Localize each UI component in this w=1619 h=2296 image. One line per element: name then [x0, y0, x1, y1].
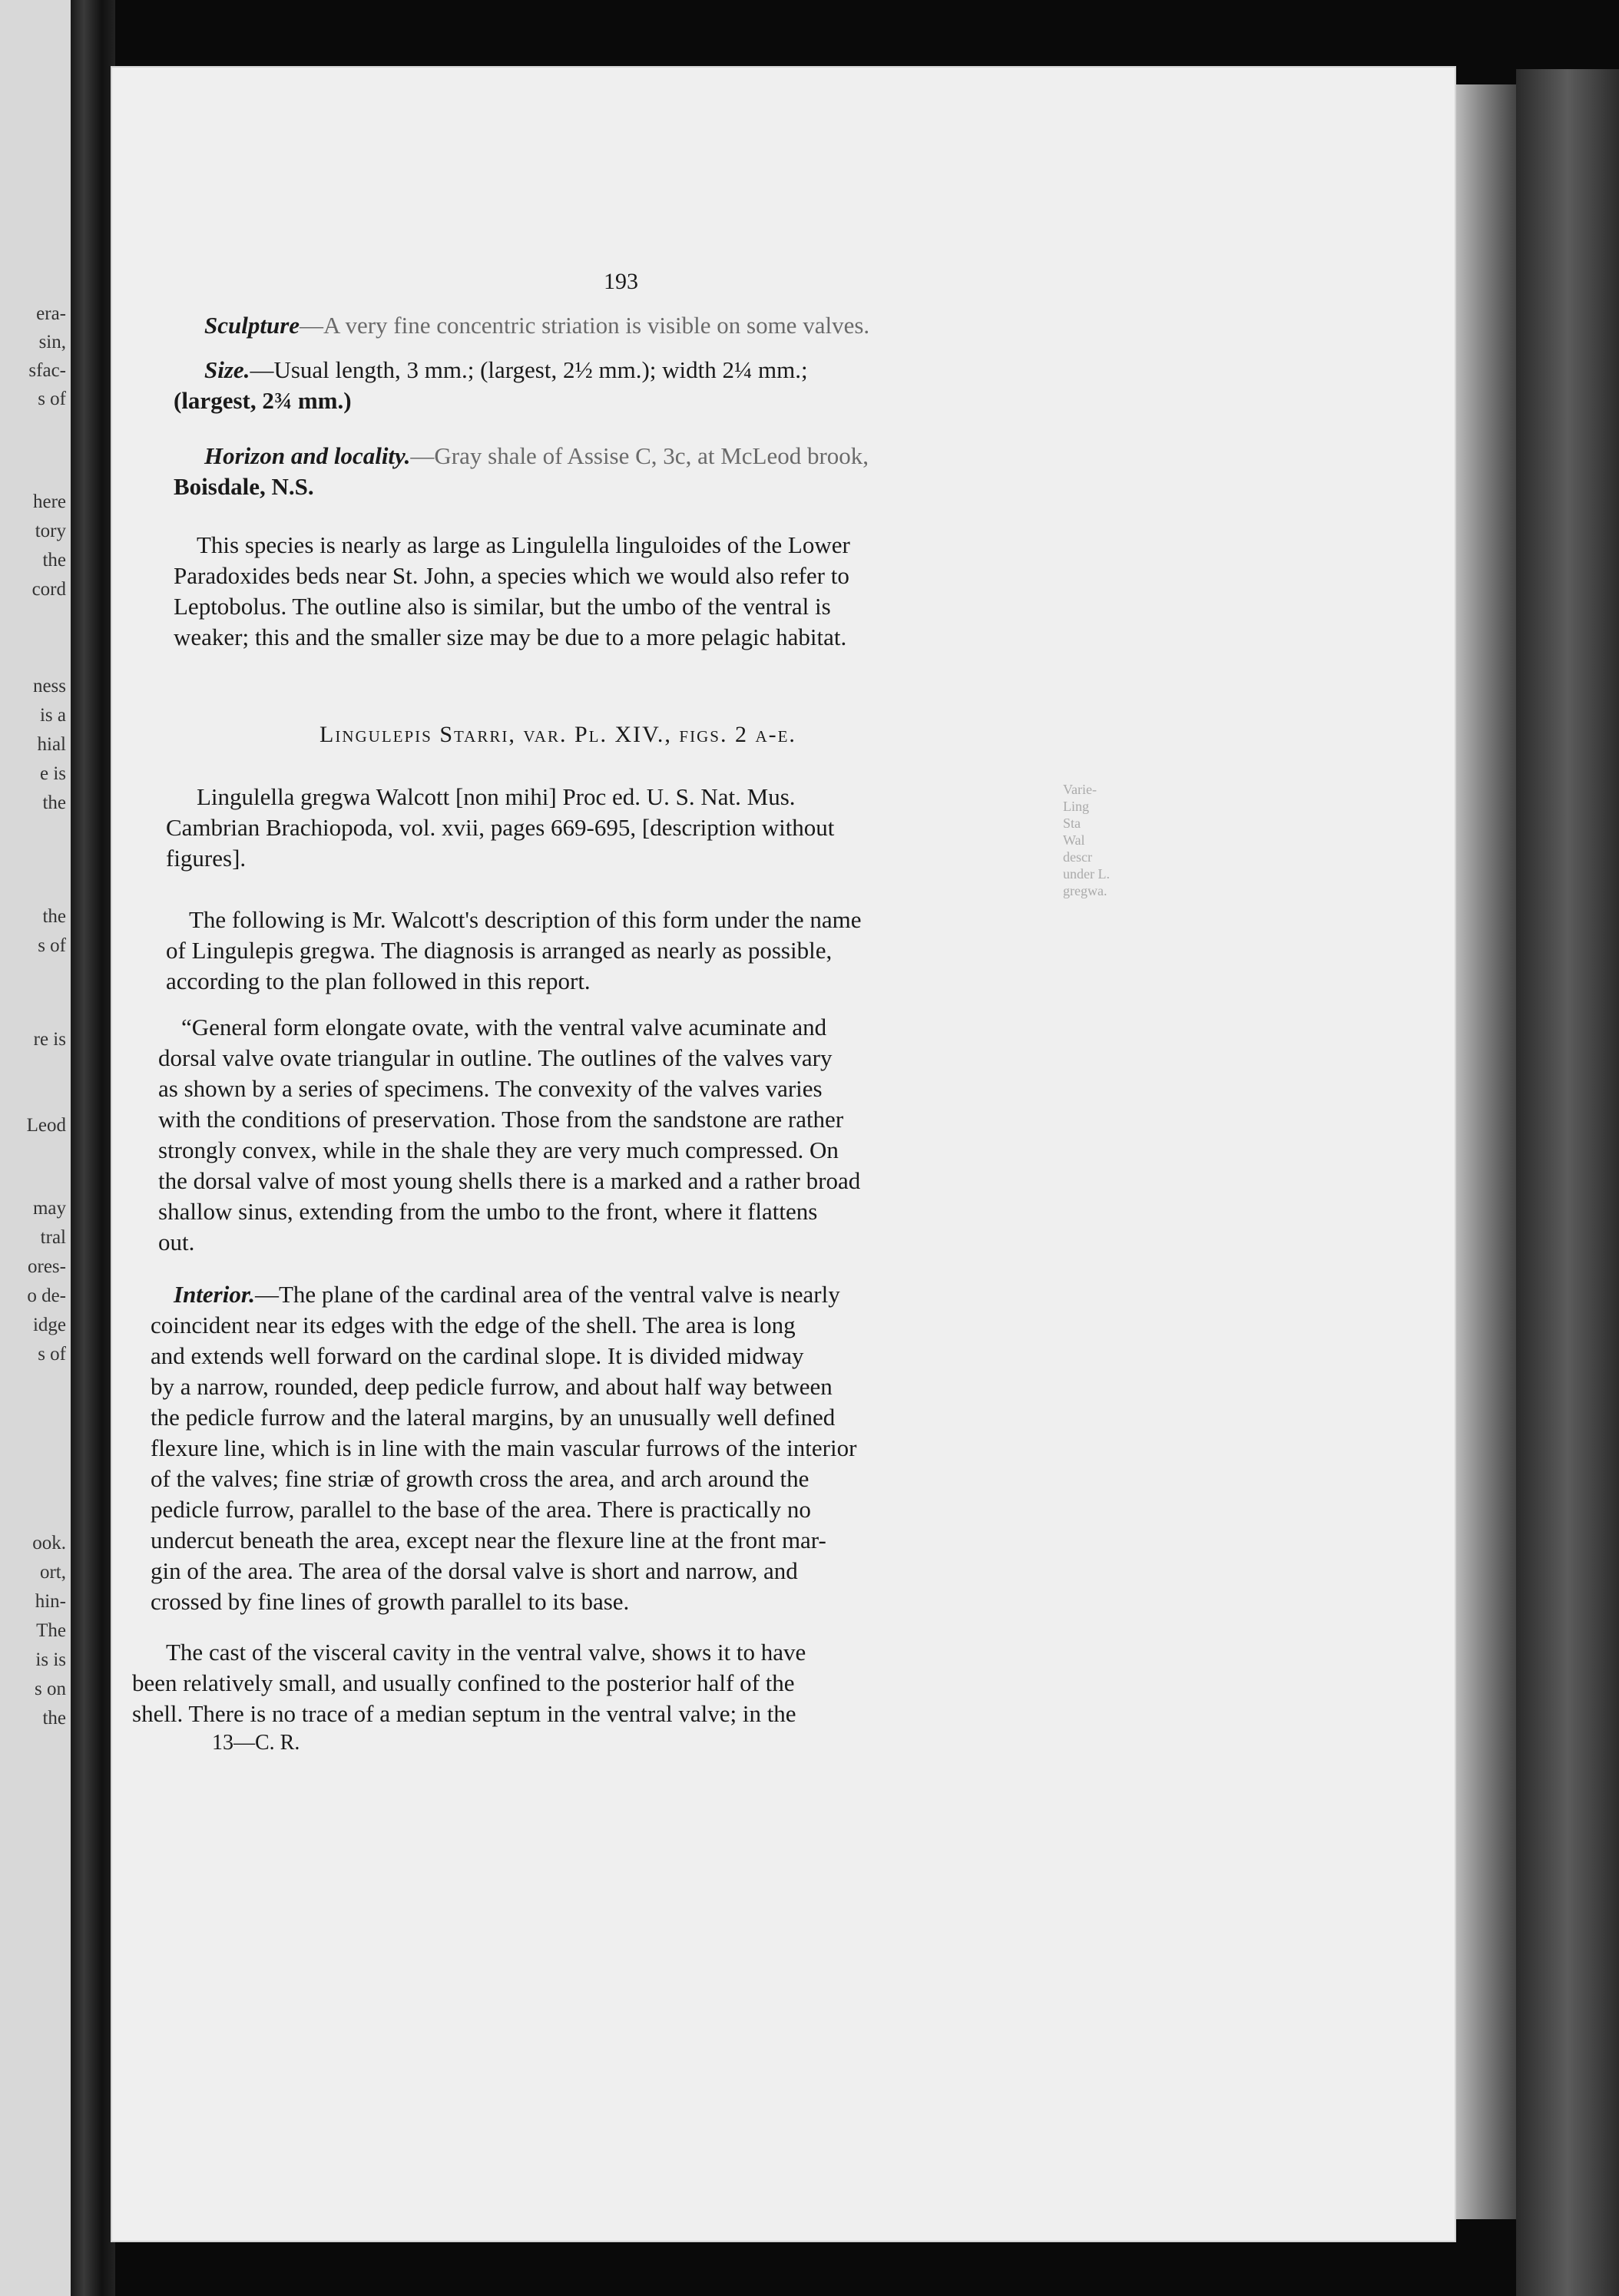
left-fragment: the [42, 550, 66, 571]
paragraph-line: Leptobolus. The outline also is similar, but the umbo of the ventral is [174, 593, 831, 620]
left-fragment: ness [32, 676, 66, 696]
left-fragment: idge [32, 1315, 66, 1335]
left-fragment: hin- [35, 1591, 66, 1612]
left-fragment: may [32, 1198, 66, 1219]
paragraph-line: strongly convex, while in the shale they are very much compressed. On [158, 1136, 839, 1163]
margin-note-line: Ling [1063, 799, 1089, 814]
left-fragment: the [42, 906, 66, 927]
horizon-heading: Horizon and locality. [204, 442, 411, 469]
left-fragment: s of [38, 935, 66, 956]
section-heading: Lingulepis Starri, var. Pl. XIV., figs. 2 a-e. [319, 722, 796, 747]
left-fragment: The [36, 1620, 66, 1641]
paragraph-line: coincident near its edges with the edge of the shell. The area is long [151, 1312, 796, 1338]
synonymy-line: Lingulella gregwa Walcott [non mihi] Proc ed. U. S. Nat. Mus. [197, 783, 796, 810]
interior-heading: Interior. [174, 1281, 255, 1308]
left-fragment: ores- [28, 1256, 66, 1277]
margin-note-line: descr [1063, 849, 1092, 865]
margin-note-line: Varie- [1063, 782, 1097, 797]
horizon-line [204, 442, 869, 470]
left-fragment: s on [35, 1679, 66, 1699]
margin-note-line: Wal [1063, 832, 1085, 848]
left-fragment: ort, [39, 1562, 66, 1583]
left-fragment: ook. [32, 1533, 66, 1553]
left-fragment: hial [37, 734, 66, 755]
margin-note-line: gregwa. [1063, 883, 1107, 898]
sculpture-heading: Sculpture [204, 312, 300, 339]
paragraph-line: and extends well forward on the cardinal slope. It is divided midway [151, 1342, 804, 1369]
paragraph-line: Paradoxides beds near St. John, a species which we would also refer to [174, 562, 849, 589]
size-heading: Size. [204, 356, 250, 383]
left-fragment: e is [39, 763, 66, 784]
paragraph-line: out. [158, 1229, 195, 1256]
paragraph-line: weaker; this and the smaller size may be due to a more pelagic habitat. [174, 624, 847, 650]
paragraph-line: The following is Mr. Walcott's description of this form under the name [189, 906, 862, 933]
left-fragment: sin, [38, 332, 66, 352]
synonymy-line: Cambrian Brachiopoda, vol. xvii, pages 669-695, [description without [166, 814, 835, 841]
sculpture-line [204, 312, 869, 339]
paragraph-line: gin of the area. The area of the dorsal valve is short and narrow, and [151, 1557, 798, 1584]
size-line-2: (largest, 2¾ mm.) [174, 387, 352, 414]
left-fragment: is a [39, 705, 66, 726]
interior-text: —The plane of the cardinal area of the ventral valve is nearly [254, 1281, 840, 1308]
page-number: 193 [604, 269, 638, 294]
paragraph-line: of the valves; fine striæ of growth cross the area, and arch around the [151, 1465, 810, 1492]
book-page [112, 68, 1455, 2241]
left-fragment: tral [40, 1227, 66, 1248]
horizon-text: —Gray shale of Assise C, 3c, at McLeod brook, [410, 442, 869, 469]
paragraph-line: The cast of the visceral cavity in the ventral valve, shows it to have [166, 1639, 806, 1666]
paragraph-line: crossed by fine lines of growth parallel to its base. [151, 1588, 630, 1615]
left-fragment: o de- [27, 1285, 66, 1306]
left-fragment: the [42, 792, 66, 813]
left-fragment: s of [38, 1344, 66, 1365]
paragraph-line: shallow sinus, extending from the umbo to the front, where it flattens [158, 1198, 818, 1225]
book-gutter [71, 0, 115, 2296]
left-fragment: here [32, 491, 66, 512]
paragraph-line: shell. There is no trace of a median septum in the ventral valve; in the [132, 1700, 796, 1727]
sculpture-text: —A very fine concentric striation is visible on some valves. [300, 312, 870, 339]
interior-line [174, 1281, 840, 1308]
paragraph-line: been relatively small, and usually confined to the posterior half of the [132, 1669, 795, 1696]
left-fragment: is is [35, 1649, 66, 1670]
paragraph-line: flexure line, which is in line with the main vascular furrows of the interior [151, 1434, 857, 1461]
paragraph-line: as shown by a series of specimens. The convexity of the valves varies [158, 1075, 823, 1102]
book-cover [1516, 69, 1619, 2296]
left-fragment: re is [33, 1029, 66, 1050]
paragraph-line: according to the plan followed in this report. [166, 968, 591, 994]
left-fragment: s of [38, 389, 66, 409]
page-block-edge [1455, 84, 1516, 2219]
paragraph-line: with the conditions of preservation. Those from the sandstone are rather [158, 1106, 844, 1133]
synonymy-line: figures]. [166, 845, 247, 872]
signature-mark: 13—C. R. [212, 1731, 300, 1755]
left-facing-page [0, 0, 71, 2296]
size-text: —Usual length, 3 mm.; (largest, 2½ mm.); width 2¼ mm.; [250, 356, 808, 383]
paragraph-line: the pedicle furrow and the lateral margins, by an unusually well defined [151, 1404, 836, 1431]
paragraph-line: “General form elongate ovate, with the ventral valve acuminate and [181, 1014, 827, 1040]
left-fragment: the [42, 1708, 66, 1729]
paragraph-line: undercut beneath the area, except near the flexure line at the front mar- [151, 1527, 826, 1553]
left-fragment: era- [36, 303, 66, 324]
paragraph-line: This species is nearly as large as Lingulella linguloides of the Lower [197, 531, 850, 558]
size-line [204, 356, 808, 384]
left-fragment: sfac- [28, 360, 66, 381]
horizon-line-2: Boisdale, N.S. [174, 473, 314, 500]
paragraph-line: pedicle furrow, parallel to the base of the area. There is practically no [151, 1496, 811, 1523]
paragraph-line: the dorsal valve of most young shells there is a marked and a rather broad [158, 1167, 861, 1194]
left-fragment: tory [35, 521, 66, 541]
left-fragment: cord [31, 579, 66, 600]
paragraph-line: by a narrow, rounded, deep pedicle furrow, and about half way between [151, 1373, 833, 1400]
margin-note-line: Sta [1063, 816, 1081, 831]
paragraph-line: dorsal valve ovate triangular in outline. The outlines of the valves vary [158, 1044, 833, 1071]
left-fragment: Leod [26, 1115, 66, 1136]
paragraph-line: of Lingulepis gregwa. The diagnosis is arranged as nearly as possible, [166, 937, 833, 964]
margin-note-line: under L. [1063, 866, 1110, 882]
